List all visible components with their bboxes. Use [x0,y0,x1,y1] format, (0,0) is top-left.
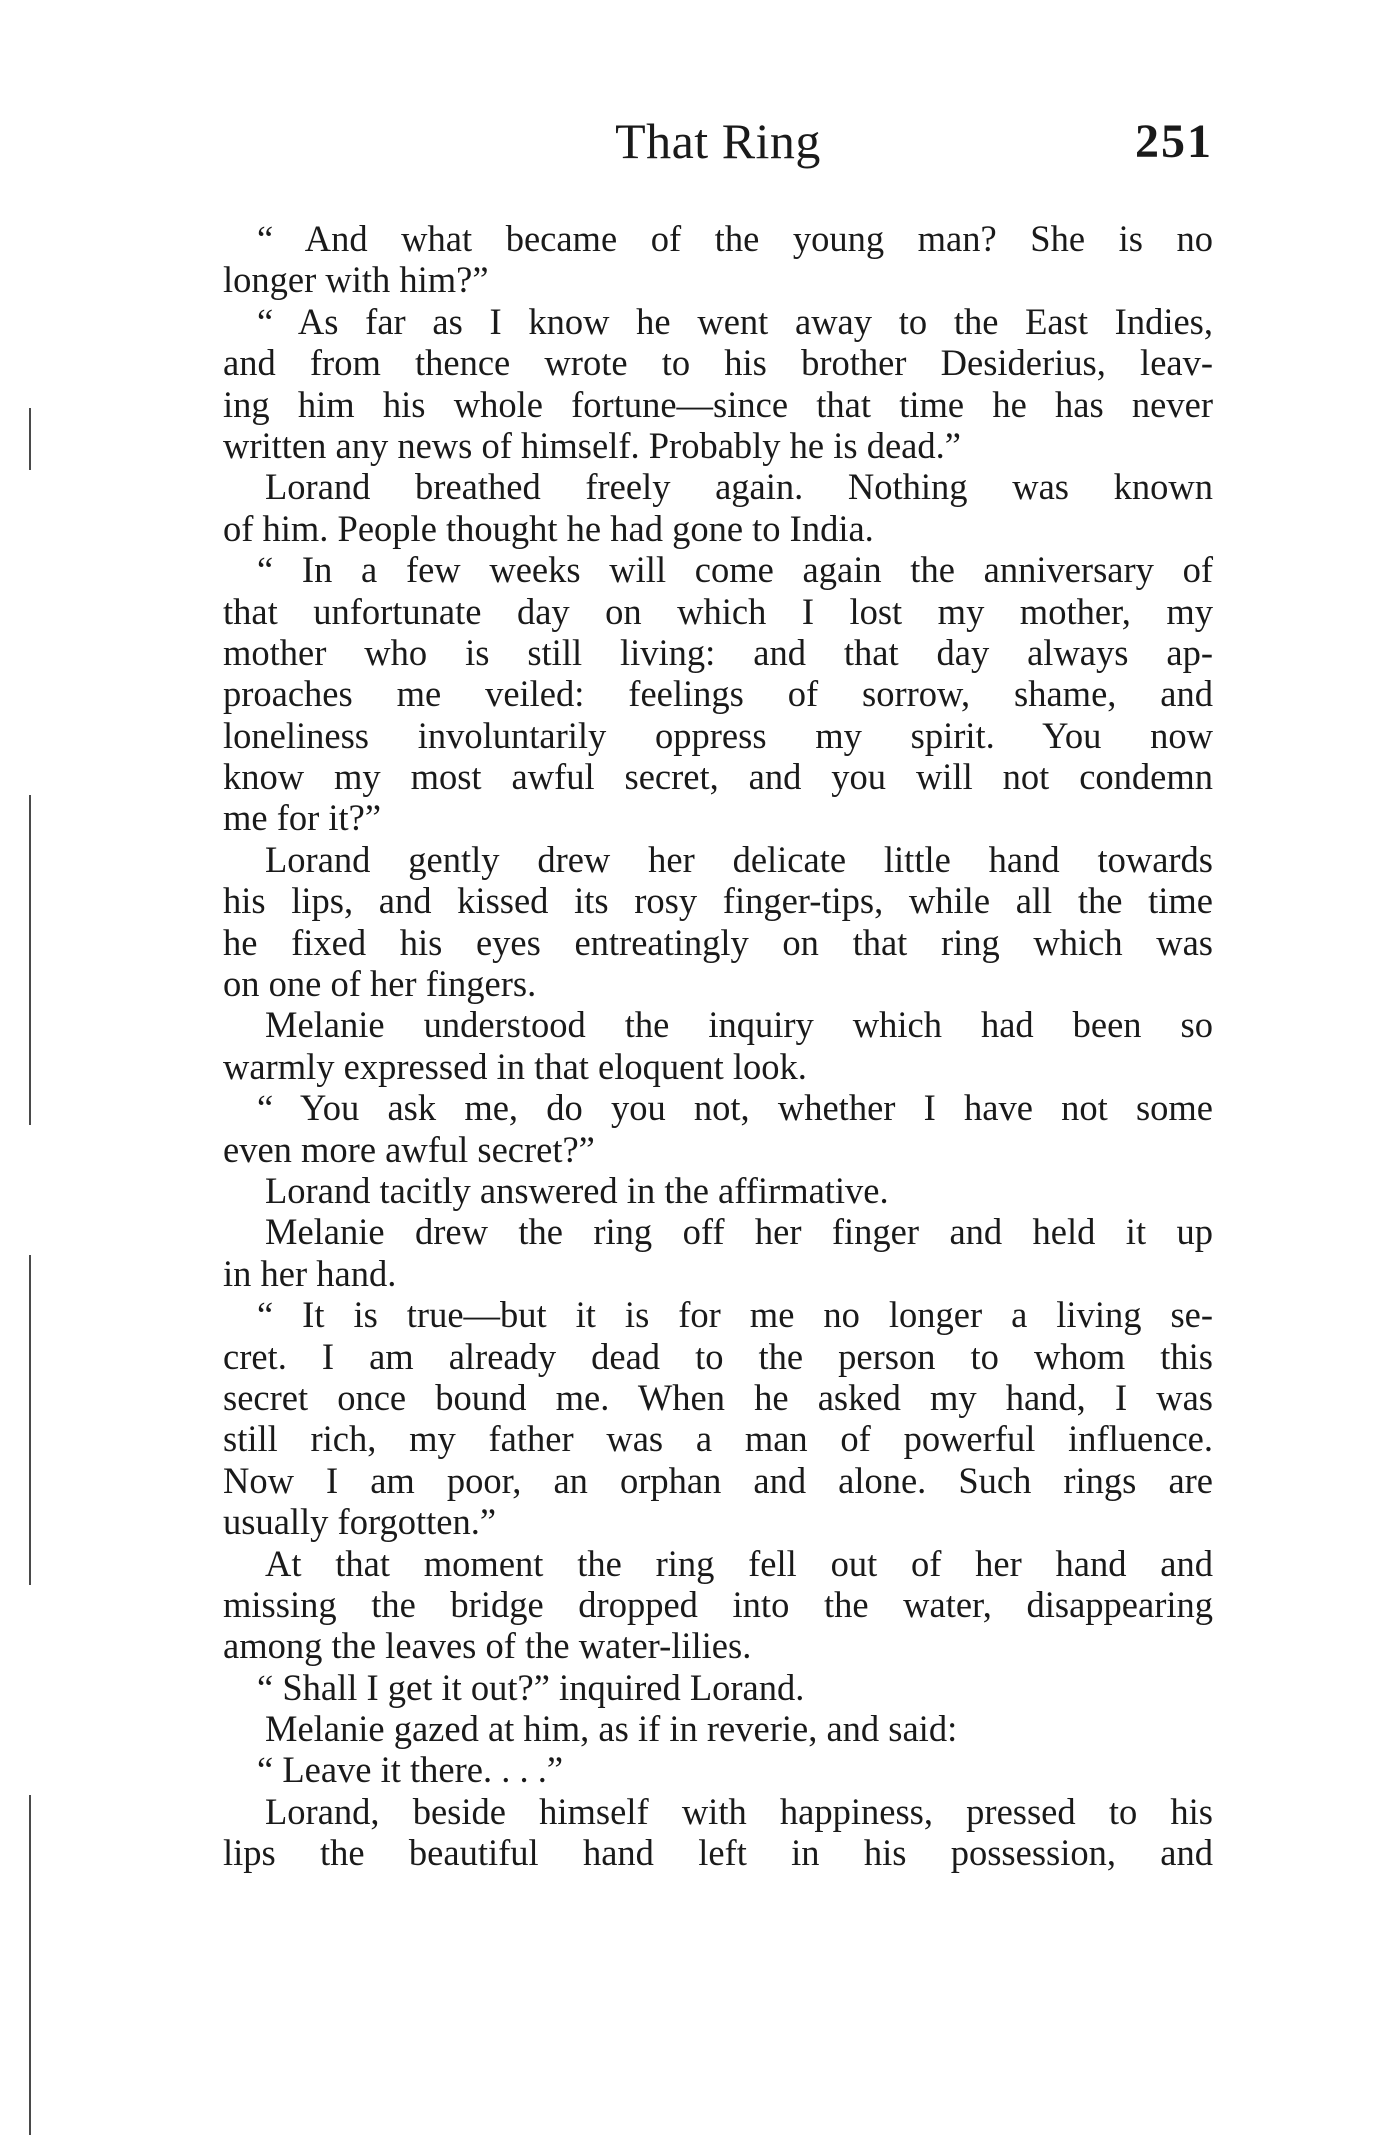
margin-scan-mark [29,1795,31,2135]
text-line: that unfortunate day on which I lost my mother, my [223,590,1213,632]
text-line: Melanie drew the ring off her finger and held it up [265,1211,1213,1253]
text-line: longer with him?” [223,259,489,301]
text-line: loneliness involuntarily oppress my spirit. You now [223,714,1213,756]
text-line: secret once bound me. When he asked my hand, I was [223,1376,1213,1418]
text-line: “ Leave it there. . . .” [257,1749,564,1791]
text-line: “ And what became of the young man? She is no [257,218,1213,259]
text-line: “ As far as I know he went away to the East Indies, [257,300,1213,342]
margin-scan-mark [29,795,31,1125]
text-line: even more awful secret?” [223,1128,595,1170]
text-line: missing the bridge dropped into the water, disappearing [223,1583,1213,1625]
text-line: me for it?” [223,797,382,839]
text-line: in her hand. [223,1252,397,1294]
text-line: Lorand tacitly answered in the affirmative. [265,1169,889,1211]
body-text [223,218,1213,1874]
text-line: ing him his whole fortune—since that time he has never [223,383,1213,425]
text-line: At that moment the ring fell out of her hand and [265,1542,1213,1584]
text-line: cret. I am already dead to the person to whom this [223,1335,1213,1377]
text-line: “ Shall I get it out?” inquired Lorand. [257,1666,805,1708]
text-line: Lorand breathed freely again. Nothing was known [265,466,1213,508]
text-line: written any news of himself. Probably he is dead.” [223,424,961,466]
text-line: “ You ask me, do you not, whether I have not some [257,1087,1213,1129]
text-line: Lorand, beside himself with happiness, pressed to his [265,1790,1213,1832]
text-line: he fixed his eyes entreatingly on that ring which was [223,921,1213,963]
margin-scan-mark [29,408,31,470]
text-line: on one of her fingers. [223,963,537,1005]
running-title: That Ring [615,113,821,169]
text-line: still rich, my father was a man of powerful influence. [223,1418,1213,1460]
text-line: “ In a few weeks will come again the anniversary of [257,549,1213,591]
text-line: Melanie gazed at him, as if in reverie, and said: [265,1708,958,1750]
page-header [223,112,1213,182]
text-line: his lips, and kissed its rosy finger-tips, while all the time [223,880,1213,922]
text-line: know my most awful secret, and you will not condemn [223,756,1213,798]
text-line: Melanie understood the inquiry which had been so [265,1004,1213,1046]
text-line: usually forgotten.” [223,1501,497,1543]
text-line: and from thence wrote to his brother Desiderius, leav- [223,342,1213,384]
text-line: Now I am poor, an orphan and alone. Such rings are [223,1459,1213,1501]
text-line: mother who is still living: and that day always ap- [223,631,1213,673]
text-line: “ It is true—but it is for me no longer a living se- [257,1294,1213,1336]
margin-scan-mark [29,1255,31,1585]
text-line: among the leaves of the water-lilies. [223,1625,752,1667]
text-line: proaches me veiled: feelings of sorrow, shame, and [223,673,1213,715]
text-line: of him. People thought he had gone to India. [223,507,874,549]
text-line: warmly expressed in that eloquent look. [223,1045,807,1087]
text-line: Lorand gently drew her delicate little hand towards [265,838,1213,880]
page-number: 251 [1135,115,1213,168]
text-line: lips the beautiful hand left in his possession, and [223,1832,1213,1874]
